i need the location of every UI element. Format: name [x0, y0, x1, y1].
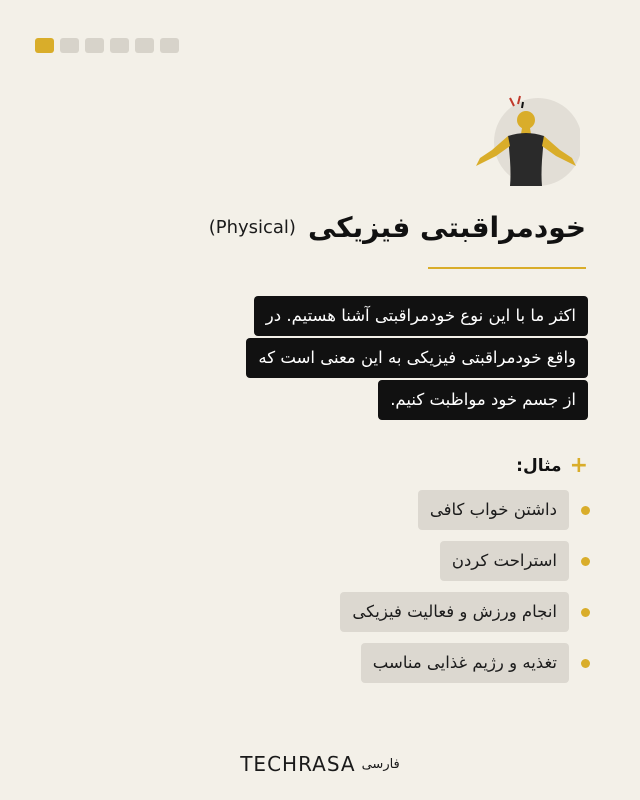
bullet-icon [581, 659, 590, 668]
progress-indicator [35, 38, 179, 53]
list-item-label: داشتن خواب کافی [418, 490, 569, 530]
title [209, 204, 586, 250]
paragraph-line: واقع خودمراقبتی فیزیکی به این معنی است که [246, 338, 588, 378]
title-persian: خودمراقبتی فیزیکی [307, 210, 586, 244]
paragraph-line: از جسم خود مواظبت کنیم. [378, 380, 588, 420]
person-stretching-icon [470, 94, 580, 194]
list-item-label: تغذیه و رژیم غذایی مناسب [361, 643, 569, 683]
paragraph-line: اکثر ما با این نوع خودمراقبتی آشنا هستیم. در [254, 296, 588, 336]
list-item [190, 490, 590, 530]
progress-dot [85, 38, 104, 53]
brand-suffix: فارسی [361, 756, 400, 772]
examples-heading [516, 453, 588, 478]
list-item-label: انجام ورزش و فعالیت فیزیکی [340, 592, 569, 632]
progress-dot [135, 38, 154, 53]
list-item [190, 592, 590, 632]
progress-dot [160, 38, 179, 53]
footer-logo [0, 752, 640, 776]
examples-list [190, 490, 590, 694]
brand-name: TECHRASA [240, 752, 356, 776]
paragraph [118, 296, 588, 422]
plus-icon: + [569, 453, 588, 478]
examples-label: مثال: [516, 456, 562, 476]
title-english: (Physical) [208, 216, 296, 238]
bullet-icon [581, 506, 590, 515]
progress-dot-active [35, 38, 54, 53]
list-item [190, 643, 590, 683]
divider [428, 267, 586, 269]
list-item-label: استراحت کردن [440, 541, 569, 581]
list-item [190, 541, 590, 581]
bullet-icon [581, 557, 590, 566]
progress-dot [110, 38, 129, 53]
bullet-icon [581, 608, 590, 617]
progress-dot [60, 38, 79, 53]
